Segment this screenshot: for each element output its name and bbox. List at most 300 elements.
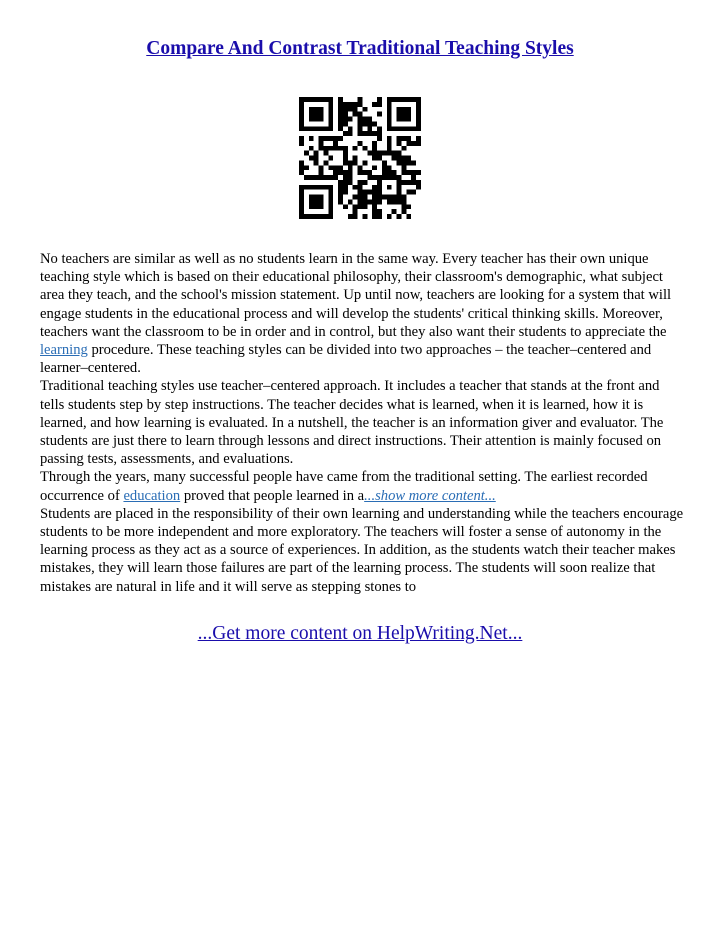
qr-module: [397, 190, 402, 195]
qr-module: [358, 141, 363, 146]
qr-module: [348, 102, 353, 107]
qr-module: [299, 195, 304, 200]
qr-module: [362, 146, 367, 151]
qr-module: [319, 141, 324, 146]
qr-module: [338, 195, 343, 200]
qr-module: [299, 107, 304, 112]
qr-module: [338, 199, 343, 204]
qr-module: [387, 121, 392, 126]
qr-module: [314, 156, 319, 161]
qr-module: [387, 175, 392, 180]
qr-module: [401, 156, 406, 161]
qr-module: [304, 185, 309, 190]
qr-module: [343, 204, 348, 209]
qr-module: [348, 117, 353, 122]
qr-module: [314, 204, 319, 209]
qr-module: [401, 199, 406, 204]
qr-module: [411, 190, 416, 195]
qr-module: [353, 146, 358, 151]
show-more-link[interactable]: ...show more content...: [364, 487, 496, 504]
qr-module: [343, 160, 348, 165]
qr-module: [323, 97, 328, 102]
qr-module: [333, 136, 338, 141]
qr-module: [401, 97, 406, 102]
qr-module: [406, 204, 411, 209]
qr-module: [362, 121, 367, 126]
qr-module: [367, 117, 372, 122]
paragraph-1: [40, 250, 685, 377]
qr-module: [387, 165, 392, 170]
qr-module: [343, 146, 348, 151]
qr-module: [387, 214, 392, 219]
title-link[interactable]: Compare And Contrast Traditional Teaching Styles: [146, 38, 574, 59]
qr-module: [348, 131, 353, 136]
qr-module: [338, 180, 343, 185]
qr-module: [387, 151, 392, 156]
qr-module: [362, 117, 367, 122]
qr-module: [299, 185, 304, 190]
qr-module: [299, 102, 304, 107]
qr-module: [392, 175, 397, 180]
qr-module: [382, 160, 387, 165]
qr-module: [372, 131, 377, 136]
qr-module: [328, 199, 333, 204]
qr-module: [392, 151, 397, 156]
qr-module: [377, 175, 382, 180]
qr-module: [343, 190, 348, 195]
qr-module: [338, 102, 343, 107]
qr-module: [358, 199, 363, 204]
qr-module: [401, 165, 406, 170]
qr-module: [299, 126, 304, 131]
qr-module: [338, 190, 343, 195]
qr-module: [358, 185, 363, 190]
qr-module: [401, 146, 406, 151]
qr-module: [416, 185, 421, 190]
qr-module: [411, 97, 416, 102]
qr-module: [367, 121, 372, 126]
qr-module: [328, 136, 333, 141]
qr-module: [416, 107, 421, 112]
qr-module: [323, 160, 328, 165]
qr-module: [416, 126, 421, 131]
qr-module: [416, 180, 421, 185]
qr-module: [372, 121, 377, 126]
qr-module: [416, 121, 421, 126]
qr-module: [406, 117, 411, 122]
qr-module: [406, 136, 411, 141]
qr-module: [299, 199, 304, 204]
qr-module: [319, 136, 324, 141]
qr-module: [401, 180, 406, 185]
qr-module: [358, 180, 363, 185]
qr-module: [353, 209, 358, 214]
qr-module: [372, 185, 377, 190]
qr-module: [343, 121, 348, 126]
qr-module: [338, 170, 343, 175]
qr-module: [304, 97, 309, 102]
qr-module: [406, 141, 411, 146]
qr-module: [343, 151, 348, 156]
qr-module: [397, 151, 402, 156]
qr-module: [362, 131, 367, 136]
qr-module: [353, 195, 358, 200]
qr-module: [397, 214, 402, 219]
qr-module: [392, 126, 397, 131]
qr-module: [314, 112, 319, 117]
qr-module: [416, 141, 421, 146]
qr-module: [319, 97, 324, 102]
qr-module: [416, 136, 421, 141]
qr-module: [397, 97, 402, 102]
qr-module: [353, 112, 358, 117]
qr-module: [406, 214, 411, 219]
qr-module: [401, 107, 406, 112]
qr-module: [343, 107, 348, 112]
qr-module: [299, 170, 304, 175]
qr-module: [358, 121, 363, 126]
qr-module: [328, 102, 333, 107]
qr-module: [387, 185, 392, 190]
qr-module: [343, 180, 348, 185]
qr-module: [333, 175, 338, 180]
qr-module: [299, 121, 304, 126]
qr-module: [416, 117, 421, 122]
qr-module: [372, 199, 377, 204]
qr-module: [358, 102, 363, 107]
qr-module: [362, 190, 367, 195]
qr-module: [392, 199, 397, 204]
qr-module: [377, 209, 382, 214]
qr-module: [319, 126, 324, 131]
qr-module: [411, 175, 416, 180]
qr-module: [328, 121, 333, 126]
qr-module: [382, 170, 387, 175]
page-title: [0, 38, 720, 60]
qr-module: [397, 199, 402, 204]
qr-module: [411, 126, 416, 131]
qr-module: [328, 107, 333, 112]
qr-module: [314, 151, 319, 156]
qr-module: [353, 102, 358, 107]
qr-module: [314, 97, 319, 102]
qr-module: [299, 112, 304, 117]
qr-module: [362, 180, 367, 185]
paragraph-1-text-a: No teachers are similar as well as no students learn in the same way. Every teacher has their own unique teaching style which is based on their educational philosophy, their classroom's demographic, what subject area they teach, and the school's mission statement. Up until now, teachers are looking for a system that will engage students in the educational process and will develop the students' critical thinking skills. Moreover, teachers want the classroom to be in order and in control, but they also want their students to appreciate the: [40, 251, 672, 340]
qr-module: [309, 112, 314, 117]
qr-module: [343, 102, 348, 107]
qr-module: [328, 126, 333, 131]
qr-module: [358, 131, 363, 136]
qr-module: [372, 175, 377, 180]
qr-module: [406, 180, 411, 185]
qr-module: [382, 165, 387, 170]
qr-module: [328, 165, 333, 170]
qr-module: [348, 170, 353, 175]
qr-module: [328, 214, 333, 219]
education-link[interactable]: education: [123, 487, 181, 504]
qr-module: [367, 126, 372, 131]
qr-module: [338, 146, 343, 151]
qr-module: [323, 151, 328, 156]
qr-module: [377, 199, 382, 204]
qr-module: [323, 175, 328, 180]
qr-code-icon: [299, 97, 421, 219]
qr-module: [299, 141, 304, 146]
qr-module: [397, 175, 402, 180]
qr-module: [367, 131, 372, 136]
qr-module: [362, 107, 367, 112]
qr-module: [343, 185, 348, 190]
qr-module: [343, 156, 348, 161]
qr-module: [416, 112, 421, 117]
paragraph-3-text-b: proved that people learned in a: [180, 487, 365, 504]
qr-module: [309, 214, 314, 219]
qr-module: [377, 190, 382, 195]
qr-module: [338, 126, 343, 131]
qr-module: [372, 204, 377, 209]
qr-module: [348, 165, 353, 170]
qr-module: [387, 136, 392, 141]
qr-module: [319, 165, 324, 170]
qr-module: [387, 170, 392, 175]
qr-module: [377, 195, 382, 200]
qr-module: [299, 214, 304, 219]
qr-module: [299, 209, 304, 214]
qr-module: [411, 141, 416, 146]
qr-module: [314, 175, 319, 180]
qr-module: [348, 126, 353, 131]
qr-module: [299, 117, 304, 122]
qr-module: [348, 160, 353, 165]
qr-module: [343, 175, 348, 180]
qr-module: [358, 112, 363, 117]
qr-module: [358, 97, 363, 102]
qr-module: [362, 170, 367, 175]
qr-module: [382, 175, 387, 180]
qr-module: [372, 151, 377, 156]
qr-module: [401, 204, 406, 209]
qr-module: [319, 117, 324, 122]
qr-module: [387, 102, 392, 107]
qr-module: [358, 204, 363, 209]
qr-module: [362, 160, 367, 165]
qr-module: [387, 97, 392, 102]
qr-module: [304, 165, 309, 170]
qr-module: [309, 156, 314, 161]
qr-module: [343, 117, 348, 122]
qr-module: [299, 190, 304, 195]
qr-module: [406, 160, 411, 165]
article-body: [40, 250, 685, 596]
qr-module: [358, 190, 363, 195]
qr-module: [314, 195, 319, 200]
qr-module: [406, 156, 411, 161]
qr-module: [401, 170, 406, 175]
qr-module: [406, 170, 411, 175]
qr-module: [319, 204, 324, 209]
qr-module: [377, 131, 382, 136]
qr-module: [348, 175, 353, 180]
qr-module: [319, 146, 324, 151]
qr-module: [372, 141, 377, 146]
qr-module: [401, 112, 406, 117]
qr-module: [406, 190, 411, 195]
qr-module: [387, 112, 392, 117]
get-more-content-cta: [0, 623, 720, 645]
qr-module: [328, 185, 333, 190]
qr-module: [328, 146, 333, 151]
qr-module: [397, 185, 402, 190]
qr-module: [387, 146, 392, 151]
qr-module: [411, 180, 416, 185]
qr-module: [333, 170, 338, 175]
qr-module: [362, 199, 367, 204]
qr-module: [319, 107, 324, 112]
qr-module: [411, 170, 416, 175]
qr-module: [397, 136, 402, 141]
qr-module: [406, 112, 411, 117]
qr-module: [411, 160, 416, 165]
qr-module: [348, 180, 353, 185]
qr-module: [333, 165, 338, 170]
qr-module: [309, 185, 314, 190]
qr-module: [392, 195, 397, 200]
qr-module: [353, 185, 358, 190]
qr-module: [314, 107, 319, 112]
qr-module: [309, 117, 314, 122]
qr-module: [372, 165, 377, 170]
qr-code-graphic: [299, 97, 421, 219]
qr-module: [387, 117, 392, 122]
qr-module: [377, 156, 382, 161]
qr-module: [401, 117, 406, 122]
get-more-content-link[interactable]: ...Get more content on HelpWriting.Net...: [197, 623, 523, 644]
qr-module: [299, 136, 304, 141]
qr-module: [392, 209, 397, 214]
qr-module: [397, 107, 402, 112]
qr-module: [309, 199, 314, 204]
qr-module: [328, 117, 333, 122]
qr-module: [314, 117, 319, 122]
qr-module: [377, 185, 382, 190]
qr-module: [358, 195, 363, 200]
qr-module: [353, 214, 358, 219]
qr-module: [387, 141, 392, 146]
qr-module: [362, 214, 367, 219]
qr-module: [372, 156, 377, 161]
qr-module: [309, 97, 314, 102]
qr-module: [338, 107, 343, 112]
qr-module: [387, 195, 392, 200]
qr-module: [353, 160, 358, 165]
qr-module: [372, 146, 377, 151]
learning-link[interactable]: learning: [40, 342, 88, 359]
qr-module: [387, 107, 392, 112]
paragraph-2: Traditional teaching styles use teacher–centered approach. It includes a teacher that stands at the front and tells students step by step instructions. The teacher decides what is learned, when it is learned, how it is learned, and how learning is evaluated. In a nutshell, the teacher is an information giver and evaluator. The students are just there to learn through lessons and direct instructions. Their attention is mainly focused on passing tests, assessments, and evaluations.: [40, 378, 664, 468]
qr-module: [397, 160, 402, 165]
qr-module: [299, 160, 304, 165]
qr-module: [377, 102, 382, 107]
qr-module: [323, 136, 328, 141]
qr-module: [401, 209, 406, 214]
qr-module: [377, 126, 382, 131]
qr-module: [343, 170, 348, 175]
qr-module: [299, 204, 304, 209]
qr-module: [353, 156, 358, 161]
qr-module: [323, 185, 328, 190]
qr-module: [314, 214, 319, 219]
qr-module: [358, 165, 363, 170]
qr-module: [401, 195, 406, 200]
qr-module: [319, 112, 324, 117]
qr-module: [367, 170, 372, 175]
qr-module: [397, 195, 402, 200]
qr-module: [358, 170, 363, 175]
qr-module: [397, 141, 402, 146]
qr-module: [377, 180, 382, 185]
qr-module: [367, 199, 372, 204]
qr-module: [304, 175, 309, 180]
qr-module: [328, 175, 333, 180]
qr-module: [401, 126, 406, 131]
qr-module: [319, 199, 324, 204]
qr-module: [387, 199, 392, 204]
qr-module: [299, 97, 304, 102]
qr-module: [299, 165, 304, 170]
qr-module: [397, 126, 402, 131]
qr-module: [382, 195, 387, 200]
qr-module: [338, 117, 343, 122]
qr-module: [401, 160, 406, 165]
qr-module: [304, 126, 309, 131]
qr-module: [372, 102, 377, 107]
qr-module: [397, 156, 402, 161]
qr-module: [338, 112, 343, 117]
qr-module: [377, 151, 382, 156]
qr-module: [304, 151, 309, 156]
qr-module: [392, 156, 397, 161]
qr-module: [343, 131, 348, 136]
paragraph-3: [40, 468, 685, 504]
qr-module: [353, 107, 358, 112]
qr-module: [328, 97, 333, 102]
qr-module: [319, 175, 324, 180]
qr-module: [372, 190, 377, 195]
qr-module: [323, 126, 328, 131]
qr-module: [338, 185, 343, 190]
qr-module: [367, 151, 372, 156]
qr-module: [304, 214, 309, 219]
qr-module: [348, 107, 353, 112]
qr-module: [392, 97, 397, 102]
qr-module: [309, 195, 314, 200]
qr-module: [323, 214, 328, 219]
qr-module: [362, 204, 367, 209]
qr-module: [397, 180, 402, 185]
qr-module: [314, 199, 319, 204]
qr-module: [319, 195, 324, 200]
qr-module: [416, 97, 421, 102]
qr-module: [406, 107, 411, 112]
qr-module: [353, 204, 358, 209]
qr-module: [397, 117, 402, 122]
qr-module: [348, 214, 353, 219]
qr-module: [328, 204, 333, 209]
qr-module: [372, 214, 377, 219]
qr-module: [377, 136, 382, 141]
qr-module: [319, 170, 324, 175]
